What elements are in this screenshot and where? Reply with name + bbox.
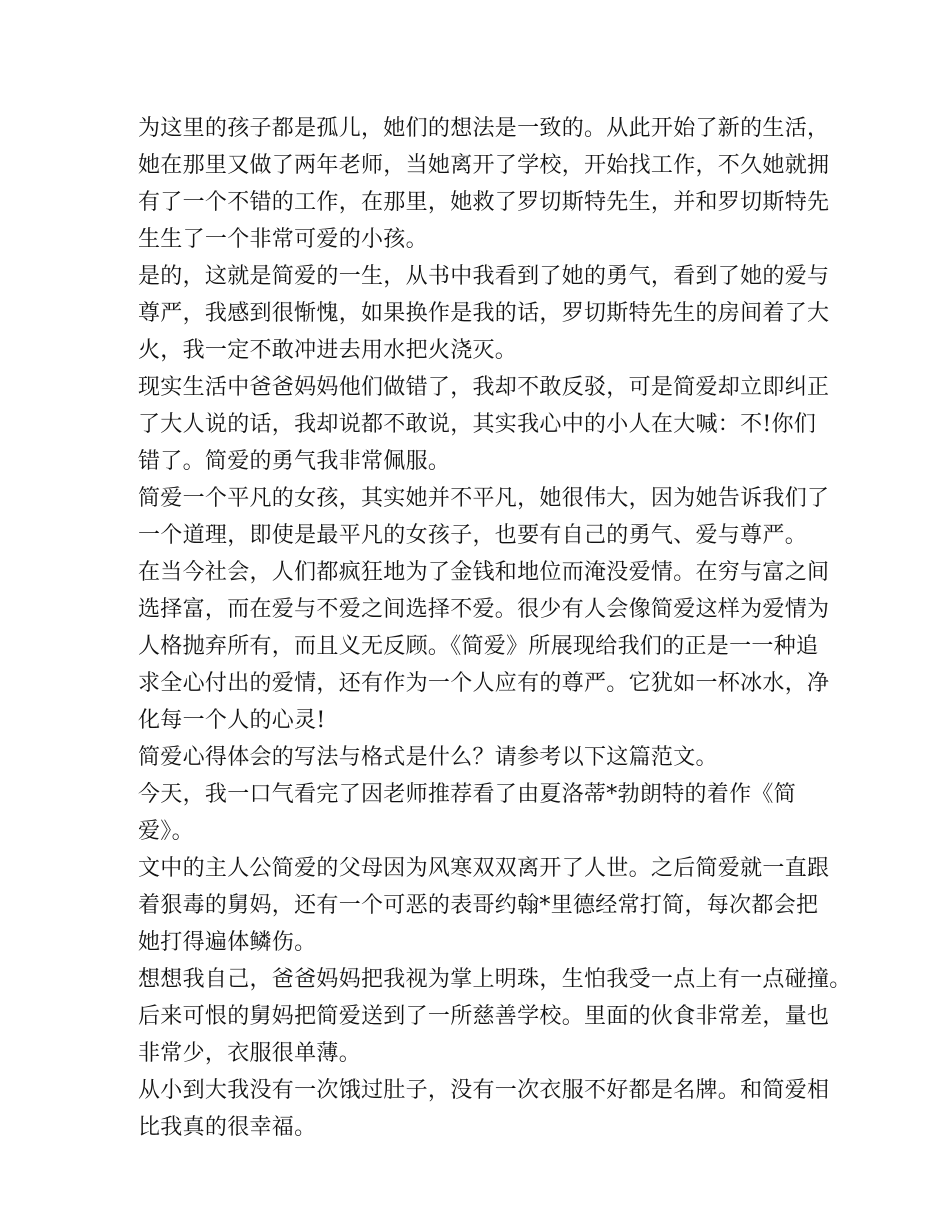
text-line: 比我真的很幸福。 <box>138 1115 317 1140</box>
text-line: 了大人说的话，我却说都不敢说，其实我心中的小人在大喊：不!你们 <box>138 412 817 437</box>
text-line: 为这里的孩子都是孤儿，她们的想法是一致的。从此开始了新的生活， <box>138 116 830 141</box>
text-line: 后来可恨的舅妈把简爱送到了一所慈善学校。里面的伙食非常差，量也 <box>138 1004 830 1029</box>
text-line: 人格抛弃所有，而且义无反顾。《简爱》所展现给我们的正是一一种追 <box>138 634 819 659</box>
text-line: 想想我自己，爸爸妈妈把我视为掌上明珠，生怕我受一点上有一点碰撞。 <box>138 967 852 992</box>
text-line: 尊严，我感到很惭愧，如果换作是我的话，罗切斯特先生的房间着了大 <box>138 301 830 326</box>
text-line: 是的，这就是简爱的一生，从书中我看到了她的勇气，看到了她的爱与 <box>138 264 830 289</box>
text-line: 爱》。 <box>138 819 194 844</box>
text-line: 现实生活中爸爸妈妈他们做错了，我却不敢反驳，可是简爱却立即纠正 <box>138 375 830 400</box>
text-line: 化每一个人的心灵! <box>138 708 326 733</box>
text-line: 有了一个不错的工作，在那里，她救了罗切斯特先生，并和罗切斯特先 <box>138 190 830 215</box>
text-line: 从小到大我没有一次饿过肚子，没有一次衣服不好都是名牌。和简爱相 <box>138 1078 830 1103</box>
text-line: 着狠毒的舅妈，还有一个可恶的表哥约翰*里德经常打简，每次都会把 <box>138 893 819 918</box>
document-body <box>138 110 852 1146</box>
text-line: 今天，我一口气看完了因老师推荐看了由夏洛蒂*勃朗特的着作《简 <box>138 782 797 807</box>
text-line: 一个道理，即使是最平凡的女孩子，也要有自己的勇气、爱与尊严。 <box>138 523 808 548</box>
text-line: 错了。简爱的勇气我非常佩服。 <box>138 449 451 474</box>
text-line: 简爱心得体会的写法与格式是什么？请参考以下这篇范文。 <box>138 745 718 770</box>
text-line: 她在那里又做了两年老师，当她离开了学校，开始找工作，不久她就拥 <box>138 153 830 178</box>
text-line: 简爱一个平凡的女孩，其实她并不平凡，她很伟大，因为她告诉我们了 <box>138 486 830 511</box>
text-line: 非常少，衣服很单薄。 <box>138 1041 362 1066</box>
text-line: 文中的主人公简爱的父母因为风寒双双离开了人世。之后简爱就一直跟 <box>138 856 830 881</box>
text-line: 选择富，而在爱与不爱之间选择不爱。很少有人会像简爱这样为爱情为 <box>138 597 830 622</box>
text-line: 火，我一定不敢冲进去用水把火浇灭。 <box>138 338 518 363</box>
text-line: 她打得遍体鳞伤。 <box>138 930 317 955</box>
text-line: 生生了一个非常可爱的小孩。 <box>138 227 428 252</box>
text-line: 求全心付出的爱情，还有作为一个人应有的尊严。它犹如一杯冰水，净 <box>138 671 830 696</box>
text-line: 在当今社会，人们都疯狂地为了金钱和地位而淹没爱情。在穷与富之间 <box>138 560 830 585</box>
